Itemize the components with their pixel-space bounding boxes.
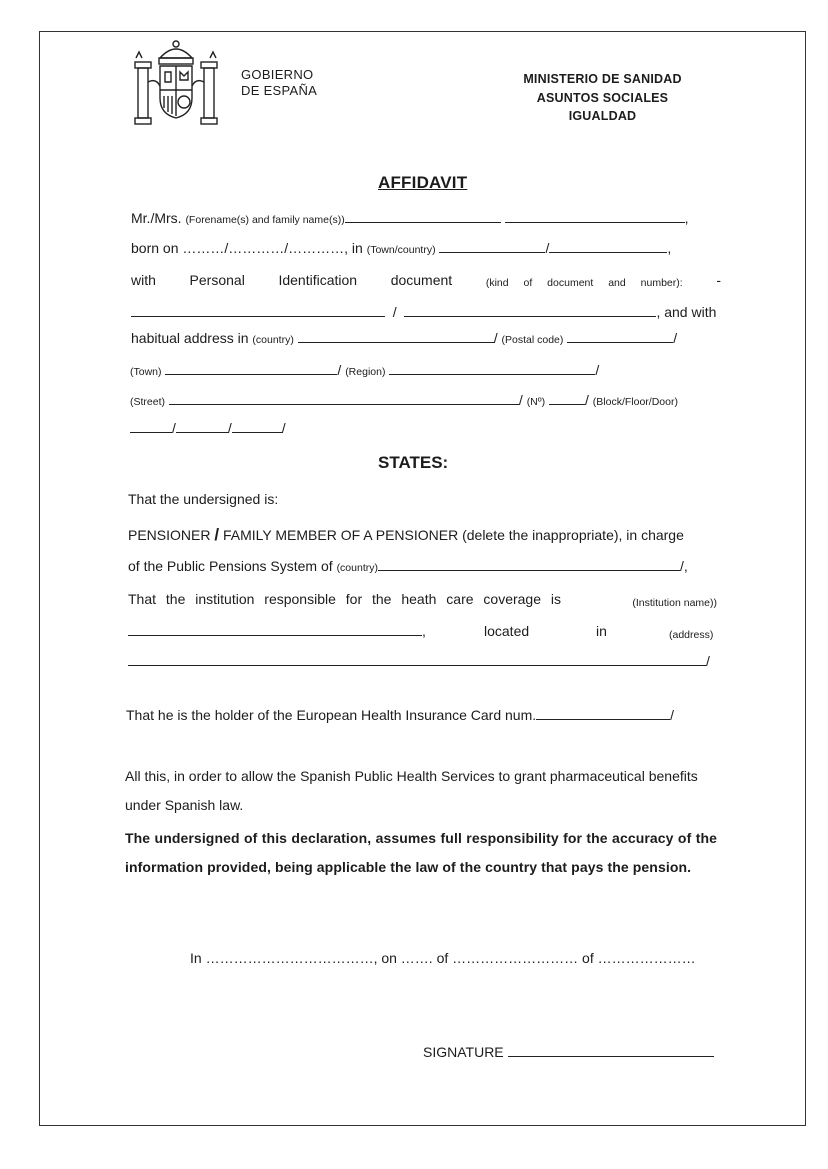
institution-address-field[interactable] [128,653,706,666]
name-prefix: Mr./Mrs. [131,210,182,226]
undersigned-is: That the undersigned is: [128,491,279,507]
address-hint: (address) [669,629,714,641]
habitual-address-label: habitual address in [131,330,249,346]
located-word: located [484,623,530,639]
document-fields-line: / , and with [131,303,716,321]
signature-field[interactable] [508,1044,714,1057]
family-member-option[interactable]: FAMILY MEMBER OF A PENSIONER (delete the inappropriate), in charge [222,527,684,543]
signature-line [423,1043,714,1061]
with-word: with [131,272,156,288]
address-country-hint: (country) [252,334,294,346]
address-country-field[interactable] [298,330,494,343]
option-separator: / [214,525,220,544]
personal-word: Personal [189,272,245,288]
institution-name-field[interactable] [128,623,422,636]
town-country-hint: (Town/country) [366,244,436,256]
region-field[interactable] [389,362,595,375]
kind-hint: (kind of document and number): [485,277,683,289]
ministry-name [500,70,705,126]
town-field[interactable] [165,362,337,375]
gov-line-1: GOBIERNO [241,67,314,82]
ministry-line-3: IGUALDAD [568,109,637,123]
pensioner-option[interactable]: PENSIONER [128,527,211,543]
street-hint: (Street) [130,396,166,408]
family-name-field[interactable] [505,210,685,223]
ministry-line-1: MINISTERIO DE SANIDAD [523,72,682,86]
institution-address-line: / [128,652,710,670]
in-word: in [596,623,607,639]
birth-country-field[interactable] [549,240,667,253]
block-floor-door-line: / / / [130,419,286,437]
ministry-line-2: ASUNTOS SOCIALES [536,90,669,105]
coat-of-arms-icon [132,38,220,128]
document-kind-field[interactable] [131,304,385,317]
region-hint: (Region) [345,366,386,378]
block-hint: (Block/Floor/Door) [592,396,678,408]
gov-line-2: DE ESPAÑA [241,83,318,98]
place-date-line[interactable]: In ………………………………, on ……. of ……………………… of ………………… [190,950,696,966]
dash-mark: - [716,272,721,288]
birth-town-field[interactable] [439,240,545,253]
number-hint: (Nº) [526,396,546,408]
street-field[interactable] [169,392,519,405]
birth-line: born on ………/…………/…………, in (Town/country) / , [131,240,672,256]
institution-label: That the institution responsible for the heath care coverage is [128,591,561,607]
institution-fields-line: , located in (address) [128,622,718,640]
document-title: AFFIDAVIT [378,173,468,192]
forename-field[interactable] [345,210,501,223]
born-on-label: born on ………/…………/…………, in [131,240,363,256]
pension-country-hint: (country) [336,562,378,574]
name-hint: (Forename(s) and family name(s)) [185,214,345,226]
town-region-line: (Town) / (Region) / [130,362,600,378]
allow-paragraph: All this, in order to allow the Spanish Public Health Services to grant pharmaceutical benefits under Spanish law. [125,768,698,813]
ehic-label: That he is the holder of the European Health Insurance Card num. [126,707,537,723]
identification-line [131,271,721,292]
document-word: document [390,272,453,288]
block-field[interactable] [130,420,172,433]
responsibility-paragraph: The undersigned of this declaration, assumes full responsibility for the accuracy of the information provided, being applicable the law of the country that pays the pension. [125,830,717,875]
town-hint: (Town) [130,366,162,378]
institution-hint: (Institution name)) [632,597,717,609]
street-line: (Street) / (Nº) / (Block/Floor/Door) [130,392,678,408]
postal-code-field[interactable] [567,330,673,343]
door-field[interactable] [232,420,282,433]
pensions-system-label: of the Public Pensions System of [128,558,333,574]
states-title: STATES: [378,453,449,472]
name-line: Mr./Mrs. (Forename(s) and family name(s)) , [131,210,689,226]
floor-field[interactable] [176,420,228,433]
pensioner-line [128,526,684,544]
identification-word: Identification [278,272,358,288]
pension-country-field[interactable] [378,558,680,571]
institution-line [128,590,717,612]
address-line: habitual address in (country) / (Postal code) / [131,330,678,346]
ehic-number-field[interactable] [536,707,670,720]
and-with-text: , and with [656,304,717,320]
street-number-field[interactable] [549,392,585,405]
government-logo [132,38,332,128]
ehic-line: That he is the holder of the European Health Insurance Card num. / [126,707,675,723]
postal-code-hint: (Postal code) [501,334,564,346]
signature-label: SIGNATURE [423,1044,504,1060]
document-number-field[interactable] [404,304,656,317]
government-name [241,67,317,99]
pensions-system-line: of the Public Pensions System of (country) /, [128,558,688,574]
